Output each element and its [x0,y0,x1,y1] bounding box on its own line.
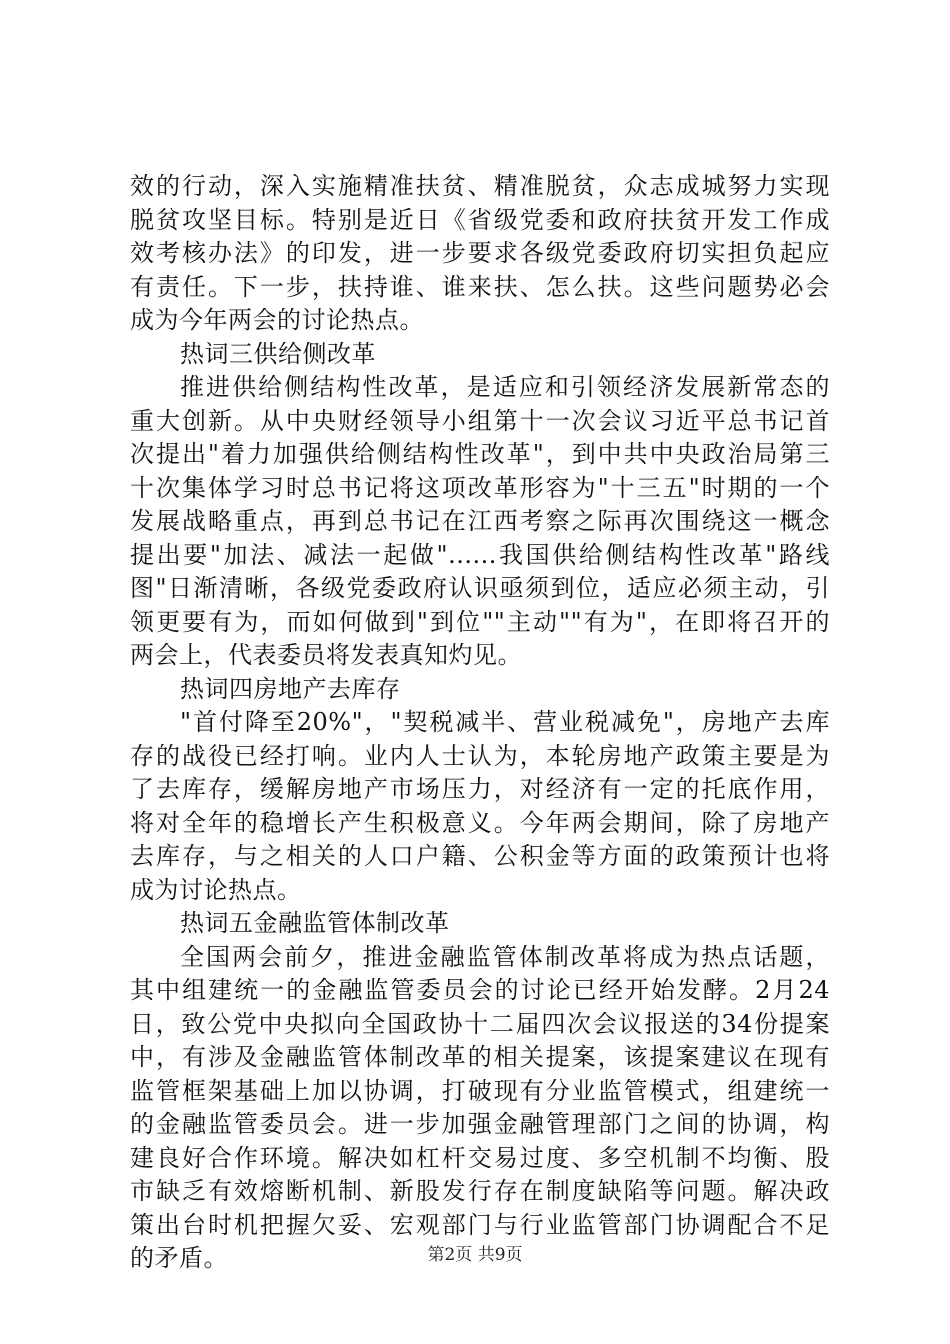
text-line: 监管框架基础上加以协调，打破现有分业监管模式，组建统一 [130,1076,830,1105]
text-line: 将对全年的稳增长产生积极意义。今年两会期间，除了房地产 [130,808,830,837]
text-line: 成为讨论热点。 [130,875,302,904]
text-line: 重大创新。从中央财经领导小组第十一次会议习近平总书记首 [130,406,830,435]
text-line: 效的行动，深入实施精准扶贫、精准脱贫，众志成城努力实现 [130,172,830,200]
text-line: 有责任。下一步，扶持谁、谁来扶、怎么扶。这些问题势必会 [130,272,830,301]
section-financial-regulation-reform [130,907,830,1276]
section-real-estate-destocking [130,673,830,908]
text-line: 市缺乏有效熔断机制、新股发行存在制度缺陷等问题。解决政 [130,1177,830,1205]
text-line: 建良好合作环境。解决如杠杆交易过度、多空机制不均衡、股 [130,1143,830,1172]
text-line: 存的战役已经打响。业内人士认为，本轮房地产政策主要是为 [130,741,830,770]
text-line: 领更要有为，而如何做到"到位""主动""有为"，在即将召开的 [130,607,830,636]
text-line: 了去库存，缓解房地产市场压力，对经济有一定的托底作用， [130,775,830,803]
text-line: 图"日渐清晰，各级党委政府认识亟须到位，适应必须主动，引 [130,574,830,602]
text-line: 其中组建统一的金融监管委员会的讨论已经开始发酵。2月24 [130,976,830,1004]
document-body [130,170,830,1276]
section-heading: 热词四房地产去库存 [180,674,401,703]
section-heading: 热词五金融监管体制改革 [180,909,450,937]
text-line: "首付降至20%"，"契税减半、营业税减免"，房地产去库 [180,708,830,736]
section-heading: 热词三供给侧改革 [180,339,376,368]
text-line: 脱贫攻坚目标。特别是近日《省级党委和政府扶贫开发工作成 [130,205,830,234]
text-line: 的矛盾。 [130,1244,228,1272]
text-line: 提出要"加法、减法一起做"......我国供给侧结构性改革"路线 [130,540,830,569]
text-line: 策出台时机把握欠妥、宏观部门与行业监管部门协调配合不足 [130,1210,830,1239]
text-line: 推进供给侧结构性改革，是适应和引领经济发展新常态的 [180,373,830,401]
text-line: 十次集体学习时总书记将这项改革形容为"十三五"时期的一个 [130,473,830,502]
text-line: 次提出"着力加强供给侧结构性改革"，到中共中央政治局第三 [130,440,830,468]
text-line: 的金融监管委员会。进一步加强金融管理部门之间的协调，构 [130,1110,830,1138]
text-line: 发展战略重点，再到总书记在江西考察之际再次围绕这一概念 [130,507,830,535]
text-line: 效考核办法》的印发，进一步要求各级党委政府切实担负起应 [130,239,830,267]
page-number-footer: 第2页 共9页 [427,1245,523,1265]
text-line: 中，有涉及金融监管体制改革的相关提案，该提案建议在现有 [130,1043,830,1071]
text-line: 去库存，与之相关的人口户籍、公积金等方面的政策预计也将 [130,842,830,870]
text-line: 全国两会前夕，推进金融监管体制改革将成为热点话题， [180,942,830,971]
text-line: 成为今年两会的讨论热点。 [130,306,424,334]
paragraph-poverty-alleviation [130,170,830,338]
text-line: 日，致公党中央拟向全国政协十二届四次会议报送的34份提案 [130,1009,830,1038]
section-supply-side-reform [130,338,830,673]
text-line: 两会上，代表委员将发表真知灼见。 [130,641,522,669]
